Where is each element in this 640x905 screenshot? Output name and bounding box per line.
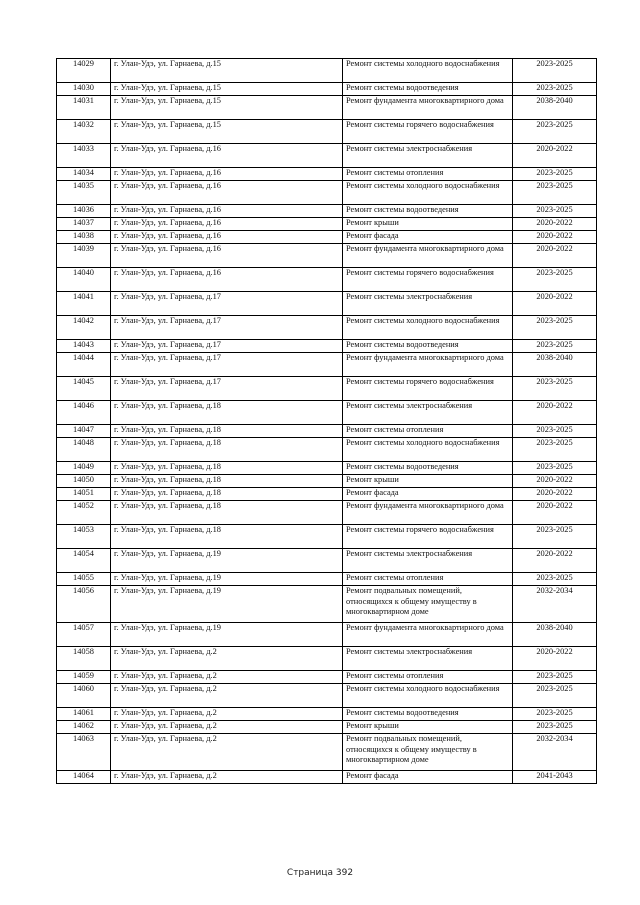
row-number-cell: 14049 [57,462,111,475]
period-cell: 2020-2022 [513,218,597,231]
address-cell: г. Улан-Удэ, ул. Гарнаева, д.16 [111,244,343,268]
table-row [57,671,597,684]
address-cell: г. Улан-Удэ, ул. Гарнаева, д.2 [111,721,343,734]
row-number-cell: 14038 [57,231,111,244]
address-cell: г. Улан-Удэ, ул. Гарнаева, д.17 [111,292,343,316]
table-row [57,623,597,647]
table-row [57,549,597,573]
row-number-cell: 14031 [57,96,111,120]
work-type-cell: Ремонт крыши [343,721,513,734]
row-number-cell: 14044 [57,353,111,377]
work-type-cell: Ремонт фундамента многоквартирного дома [343,501,513,525]
row-number-cell: 14047 [57,425,111,438]
address-cell: г. Улан-Удэ, ул. Гарнаева, д.18 [111,501,343,525]
address-cell: г. Улан-Удэ, ул. Гарнаева, д.2 [111,647,343,671]
work-type-cell: Ремонт системы водоотведения [343,83,513,96]
table-row [57,144,597,168]
period-cell: 2020-2022 [513,292,597,316]
row-number-cell: 14058 [57,647,111,671]
address-cell: г. Улан-Удэ, ул. Гарнаева, д.18 [111,475,343,488]
work-type-cell: Ремонт подвальных помещений, относящихся к общему имуществу в многоквартирном доме [343,734,513,771]
address-cell: г. Улан-Удэ, ул. Гарнаева, д.2 [111,671,343,684]
period-cell: 2038-2040 [513,96,597,120]
period-cell: 2023-2025 [513,59,597,83]
table-row [57,268,597,292]
work-type-cell: Ремонт системы электроснабжения [343,292,513,316]
table-row [57,684,597,708]
table-row [57,647,597,671]
period-cell: 2041-2043 [513,771,597,784]
work-type-cell: Ремонт фундамента многоквартирного дома [343,623,513,647]
row-number-cell: 14042 [57,316,111,340]
row-number-cell: 14039 [57,244,111,268]
table-row [57,401,597,425]
period-cell: 2020-2022 [513,244,597,268]
table-row [57,316,597,340]
table-row [57,120,597,144]
work-type-cell: Ремонт подвальных помещений, относящихся к общему имуществу в многоквартирном доме [343,586,513,623]
period-cell: 2020-2022 [513,488,597,501]
work-type-cell: Ремонт системы водоотведения [343,708,513,721]
table-row [57,462,597,475]
row-number-cell: 14048 [57,438,111,462]
work-type-cell: Ремонт системы горячего водоснабжения [343,525,513,549]
table-row [57,488,597,501]
table-row [57,59,597,83]
address-cell: г. Улан-Удэ, ул. Гарнаева, д.16 [111,231,343,244]
row-number-cell: 14045 [57,377,111,401]
row-number-cell: 14053 [57,525,111,549]
period-cell: 2032-2034 [513,586,597,623]
address-cell: г. Улан-Удэ, ул. Гарнаева, д.17 [111,377,343,401]
row-number-cell: 14055 [57,573,111,586]
work-type-cell: Ремонт системы отопления [343,168,513,181]
table-row [57,708,597,721]
period-cell: 2020-2022 [513,549,597,573]
address-cell: г. Улан-Удэ, ул. Гарнаева, д.15 [111,120,343,144]
work-type-cell: Ремонт крыши [343,475,513,488]
address-cell: г. Улан-Удэ, ул. Гарнаева, д.16 [111,268,343,292]
period-cell: 2023-2025 [513,340,597,353]
address-cell: г. Улан-Удэ, ул. Гарнаева, д.17 [111,316,343,340]
address-cell: г. Улан-Удэ, ул. Гарнаева, д.16 [111,144,343,168]
repair-schedule-table [56,58,597,784]
table-row [57,83,597,96]
address-cell: г. Улан-Удэ, ул. Гарнаева, д.19 [111,586,343,623]
table-row [57,218,597,231]
work-type-cell: Ремонт системы водоотведения [343,462,513,475]
row-number-cell: 14061 [57,708,111,721]
address-cell: г. Улан-Удэ, ул. Гарнаева, д.18 [111,401,343,425]
work-type-cell: Ремонт системы электроснабжения [343,144,513,168]
table-row [57,96,597,120]
row-number-cell: 14050 [57,475,111,488]
address-cell: г. Улан-Удэ, ул. Гарнаева, д.18 [111,425,343,438]
table-row [57,771,597,784]
work-type-cell: Ремонт фундамента многоквартирного дома [343,244,513,268]
address-cell: г. Улан-Удэ, ул. Гарнаева, д.19 [111,623,343,647]
row-number-cell: 14037 [57,218,111,231]
address-cell: г. Улан-Удэ, ул. Гарнаева, д.16 [111,218,343,231]
work-type-cell: Ремонт фасада [343,231,513,244]
address-cell: г. Улан-Удэ, ул. Гарнаева, д.16 [111,181,343,205]
table-row [57,475,597,488]
period-cell: 2023-2025 [513,168,597,181]
row-number-cell: 14051 [57,488,111,501]
address-cell: г. Улан-Удэ, ул. Гарнаева, д.2 [111,771,343,784]
row-number-cell: 14054 [57,549,111,573]
period-cell: 2023-2025 [513,708,597,721]
work-type-cell: Ремонт системы электроснабжения [343,401,513,425]
table-row [57,525,597,549]
row-number-cell: 14033 [57,144,111,168]
row-number-cell: 14036 [57,205,111,218]
address-cell: г. Улан-Удэ, ул. Гарнаева, д.18 [111,488,343,501]
period-cell: 2023-2025 [513,181,597,205]
address-cell: г. Улан-Удэ, ул. Гарнаева, д.16 [111,168,343,181]
row-number-cell: 14052 [57,501,111,525]
table-row [57,501,597,525]
row-number-cell: 14056 [57,586,111,623]
period-cell: 2038-2040 [513,623,597,647]
address-cell: г. Улан-Удэ, ул. Гарнаева, д.2 [111,734,343,771]
work-type-cell: Ремонт системы отопления [343,573,513,586]
period-cell: 2023-2025 [513,268,597,292]
table-row [57,353,597,377]
period-cell: 2023-2025 [513,684,597,708]
period-cell: 2032-2034 [513,734,597,771]
work-type-cell: Ремонт фундамента многоквартирного дома [343,353,513,377]
row-number-cell: 14034 [57,168,111,181]
row-number-cell: 14030 [57,83,111,96]
table-body [57,59,597,784]
period-cell: 2023-2025 [513,377,597,401]
address-cell: г. Улан-Удэ, ул. Гарнаева, д.15 [111,96,343,120]
row-number-cell: 14035 [57,181,111,205]
row-number-cell: 14032 [57,120,111,144]
work-type-cell: Ремонт системы холодного водоснабжения [343,684,513,708]
period-cell: 2023-2025 [513,120,597,144]
page-number: Страница 392 [286,868,354,878]
period-cell: 2023-2025 [513,425,597,438]
work-type-cell: Ремонт системы отопления [343,425,513,438]
table-row [57,168,597,181]
work-type-cell: Ремонт крыши [343,218,513,231]
table-row [57,377,597,401]
period-cell: 2023-2025 [513,573,597,586]
table-row [57,438,597,462]
work-type-cell: Ремонт системы горячего водоснабжения [343,120,513,144]
period-cell: 2023-2025 [513,462,597,475]
work-type-cell: Ремонт фасада [343,771,513,784]
row-number-cell: 14041 [57,292,111,316]
period-cell: 2020-2022 [513,501,597,525]
address-cell: г. Улан-Удэ, ул. Гарнаева, д.2 [111,684,343,708]
address-cell: г. Улан-Удэ, ул. Гарнаева, д.15 [111,83,343,96]
table-row [57,573,597,586]
period-cell: 2023-2025 [513,205,597,218]
row-number-cell: 14064 [57,771,111,784]
table-row [57,205,597,218]
row-number-cell: 14029 [57,59,111,83]
address-cell: г. Улан-Удэ, ул. Гарнаева, д.17 [111,353,343,377]
period-cell: 2020-2022 [513,647,597,671]
period-cell: 2020-2022 [513,144,597,168]
row-number-cell: 14057 [57,623,111,647]
work-type-cell: Ремонт системы холодного водоснабжения [343,438,513,462]
work-type-cell: Ремонт системы горячего водоснабжения [343,377,513,401]
address-cell: г. Улан-Удэ, ул. Гарнаева, д.2 [111,708,343,721]
period-cell: 2020-2022 [513,401,597,425]
address-cell: г. Улан-Удэ, ул. Гарнаева, д.15 [111,59,343,83]
work-type-cell: Ремонт системы холодного водоснабжения [343,59,513,83]
address-cell: г. Улан-Удэ, ул. Гарнаева, д.16 [111,205,343,218]
work-type-cell: Ремонт системы водоотведения [343,205,513,218]
work-type-cell: Ремонт фасада [343,488,513,501]
period-cell: 2023-2025 [513,438,597,462]
address-cell: г. Улан-Удэ, ул. Гарнаева, д.18 [111,462,343,475]
period-cell: 2023-2025 [513,671,597,684]
row-number-cell: 14060 [57,684,111,708]
row-number-cell: 14040 [57,268,111,292]
row-number-cell: 14043 [57,340,111,353]
work-type-cell: Ремонт системы отопления [343,671,513,684]
table-row [57,340,597,353]
row-number-cell: 14062 [57,721,111,734]
work-type-cell: Ремонт системы горячего водоснабжения [343,268,513,292]
address-cell: г. Улан-Удэ, ул. Гарнаева, д.19 [111,549,343,573]
period-cell: 2023-2025 [513,83,597,96]
work-type-cell: Ремонт фундамента многоквартирного дома [343,96,513,120]
period-cell: 2023-2025 [513,525,597,549]
table-row [57,586,597,623]
table-row [57,734,597,771]
work-type-cell: Ремонт системы холодного водоснабжения [343,316,513,340]
table-row [57,292,597,316]
period-cell: 2038-2040 [513,353,597,377]
work-type-cell: Ремонт системы электроснабжения [343,647,513,671]
table-row [57,231,597,244]
period-cell: 2020-2022 [513,231,597,244]
period-cell: 2023-2025 [513,316,597,340]
address-cell: г. Улан-Удэ, ул. Гарнаева, д.18 [111,525,343,549]
table-row [57,244,597,268]
work-type-cell: Ремонт системы водоотведения [343,340,513,353]
address-cell: г. Улан-Удэ, ул. Гарнаева, д.19 [111,573,343,586]
table-row [57,721,597,734]
period-cell: 2023-2025 [513,721,597,734]
row-number-cell: 14063 [57,734,111,771]
period-cell: 2020-2022 [513,475,597,488]
work-type-cell: Ремонт системы холодного водоснабжения [343,181,513,205]
table-row [57,425,597,438]
table-row [57,181,597,205]
row-number-cell: 14059 [57,671,111,684]
address-cell: г. Улан-Удэ, ул. Гарнаева, д.17 [111,340,343,353]
work-type-cell: Ремонт системы электроснабжения [343,549,513,573]
row-number-cell: 14046 [57,401,111,425]
address-cell: г. Улан-Удэ, ул. Гарнаева, д.18 [111,438,343,462]
